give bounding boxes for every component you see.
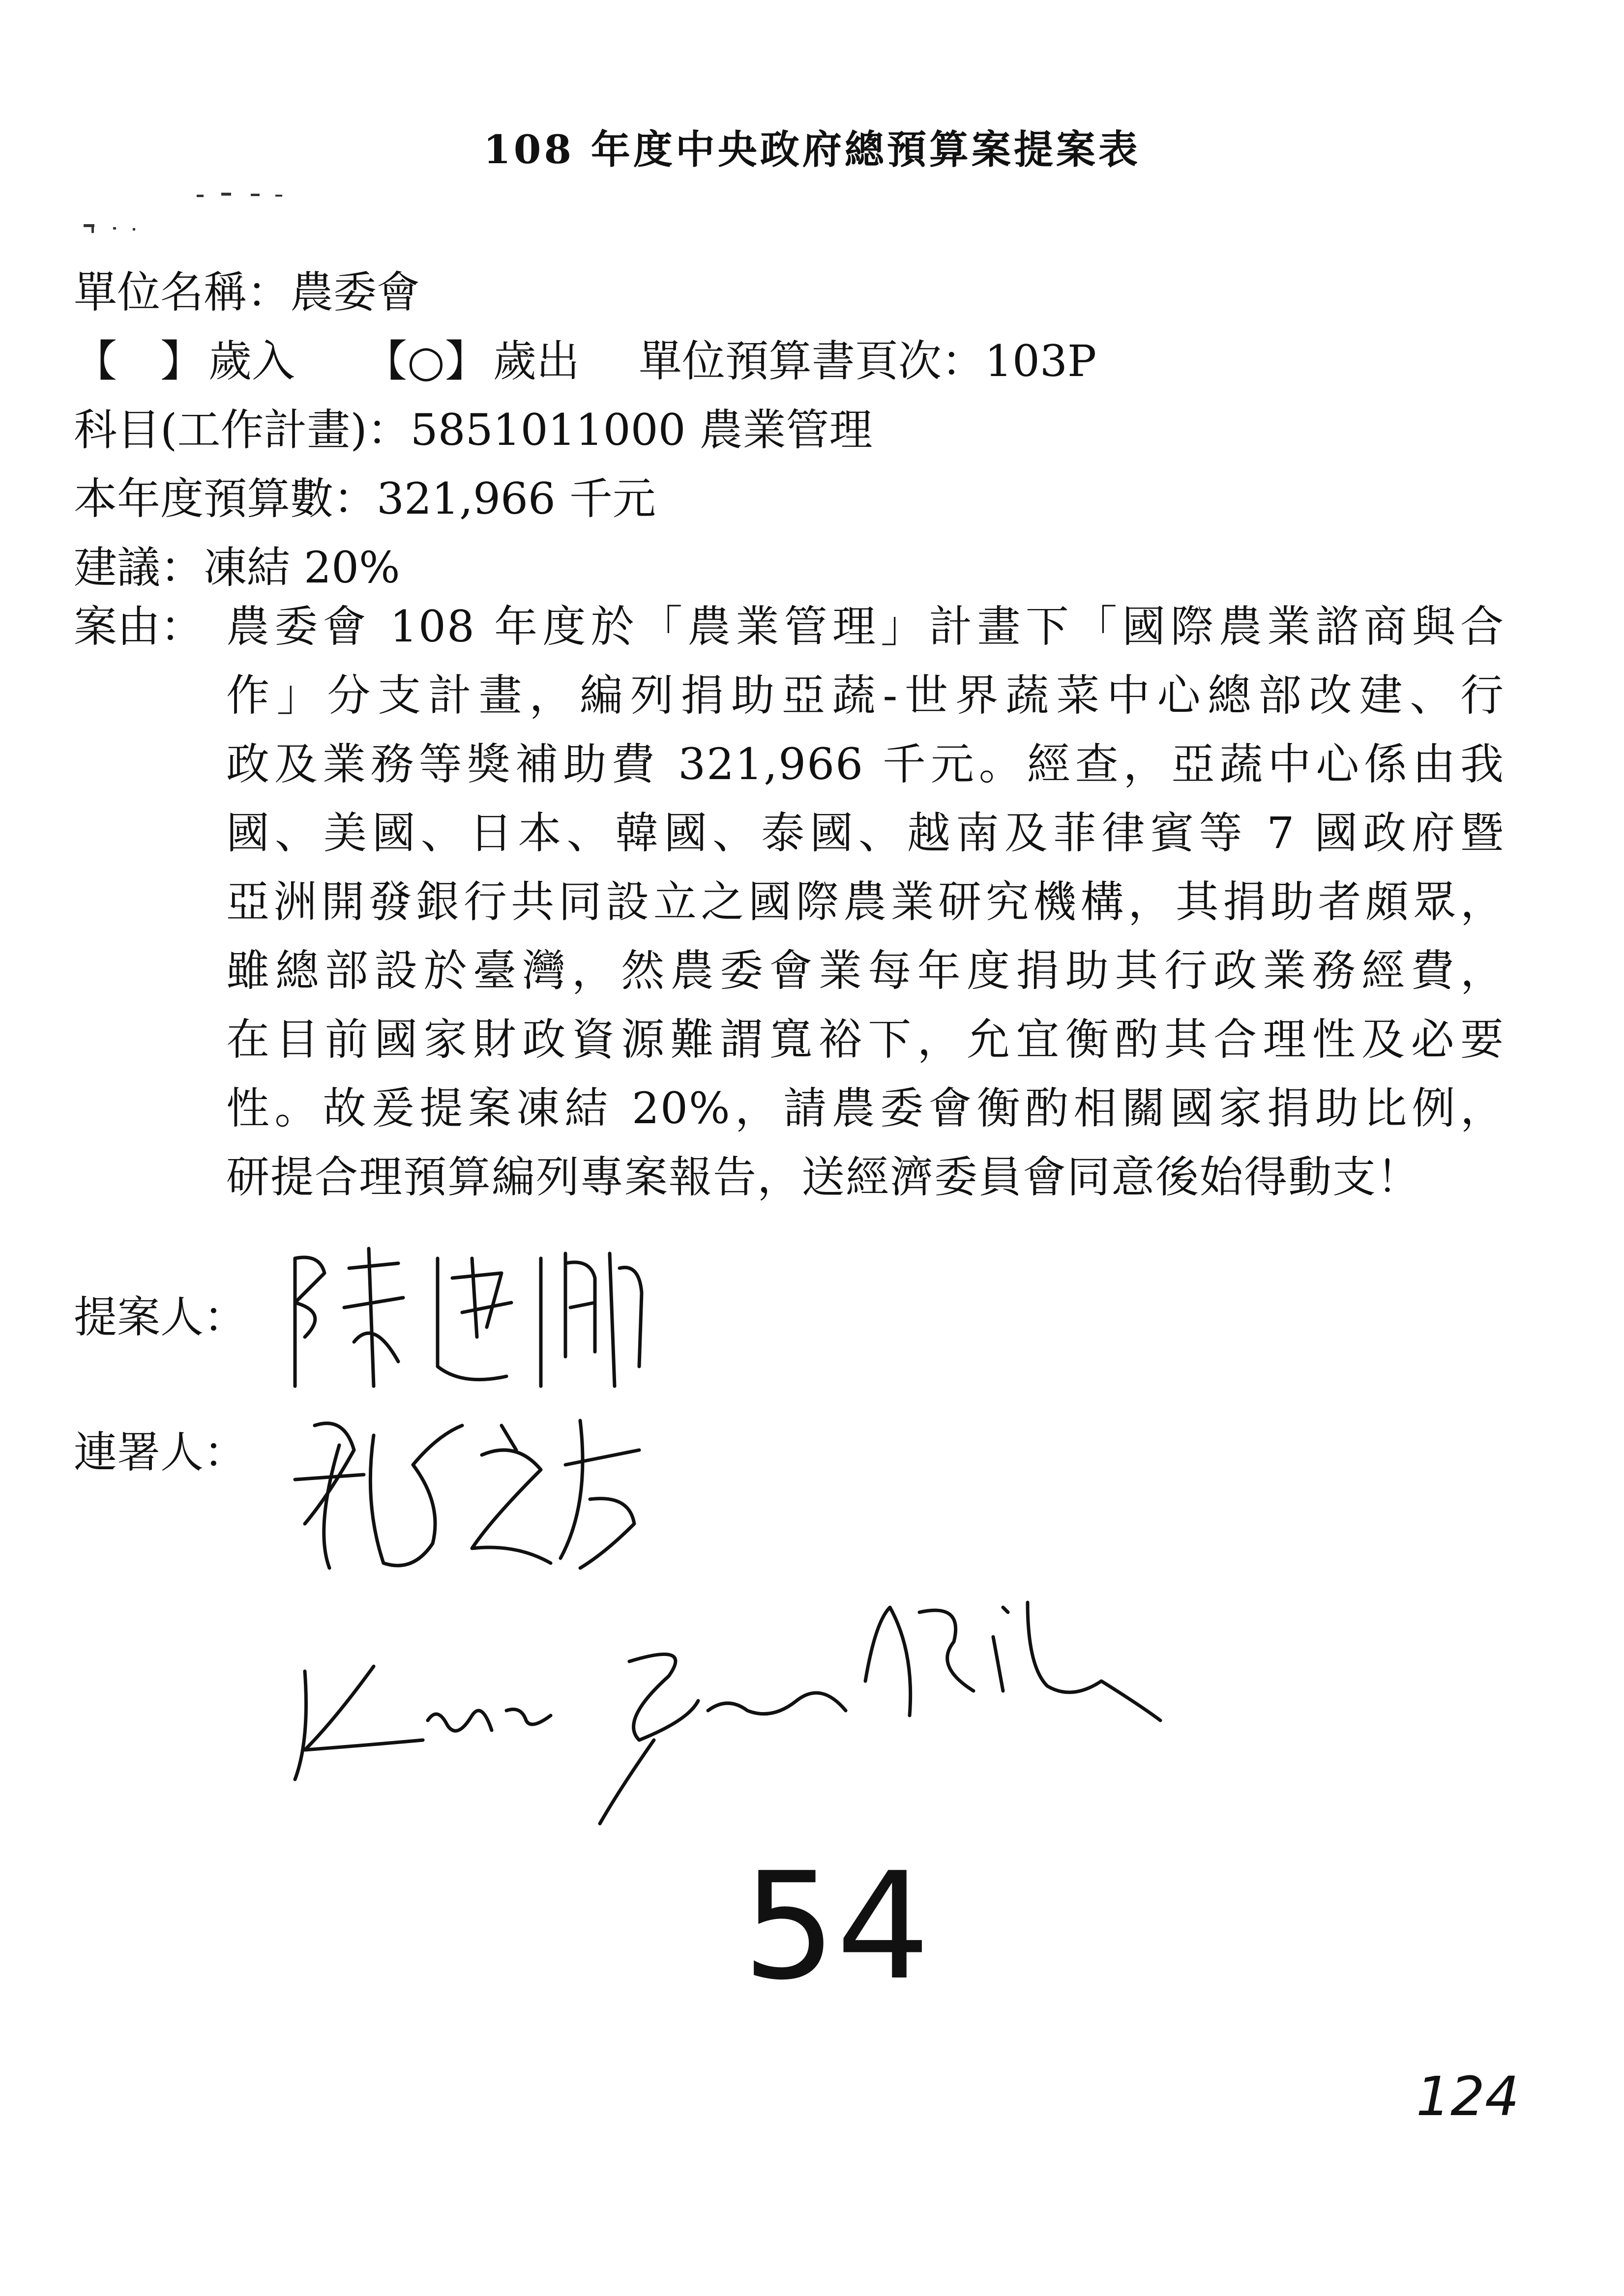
budget-value: 321,966 千元 — [377, 473, 656, 524]
handwritten-page-number: 54 — [742, 1841, 930, 2012]
income-checkbox: 【 】 — [74, 336, 204, 386]
proposer-label: 提案人： — [74, 1292, 247, 1342]
cosigner-signature-1 — [285, 1406, 659, 1593]
suggestion-label: 建議： — [74, 542, 204, 593]
cosigner-label: 連署人： — [74, 1427, 247, 1478]
budget-type-field — [74, 327, 1096, 396]
unit-value: 農委會 — [290, 267, 420, 318]
expense-checkbox: 【○】 — [364, 336, 488, 386]
page-ref-value: 103P — [984, 336, 1097, 386]
income-label: 歲入 — [208, 336, 295, 386]
budget-label: 本年度預算數： — [74, 473, 377, 524]
expense-label: 歲出 — [493, 336, 580, 386]
reason-line: 研提合理預算編列專案報告，送經濟委員會同意後始得動支！ — [226, 1152, 1421, 1202]
cosigner-signature-2 — [275, 1593, 1175, 1829]
handwritten-sheet-number: 124 — [1416, 2065, 1519, 2128]
form-title: 108 年度中央政府總預算案提案表 — [483, 126, 1141, 173]
reason-line: 作」分支計畫，編列捐助亞蔬-世界蔬菜中心總部改建、行 — [226, 670, 1505, 721]
proposer-signature — [275, 1239, 649, 1396]
reason-line: 在目前國家財政資源難謂寬裕下，允宜衡酌其合理性及必要 — [226, 1014, 1505, 1065]
reason-label: 案由： — [74, 601, 204, 652]
reason-body — [226, 592, 1505, 1212]
reason-line: 政及業務等獎補助費 321,966 千元。經查，亞蔬中心係由我 — [226, 739, 1505, 789]
subject-field — [74, 396, 873, 465]
suggestion-field — [74, 533, 400, 602]
unit-field — [74, 258, 420, 327]
suggestion-value: 凍結 20% — [204, 542, 400, 593]
reason-line: 農委會 108 年度於「農業管理」計畫下「國際農業諮商與合 — [226, 601, 1505, 652]
reason-line: 性。故爰提案凍結 20%，請農委會衡酌相關國家捐助比例， — [226, 1083, 1505, 1133]
reason-line: 雖總部設於臺灣，然農委會業每年度捐助其行政業務經費， — [226, 945, 1505, 996]
scan-specks — [74, 187, 329, 246]
unit-label: 單位名稱： — [74, 267, 291, 318]
reason-line: 亞洲開發銀行共同設立之國際農業研究機構，其捐助者頗眾， — [226, 876, 1505, 927]
budget-field — [74, 465, 656, 533]
page-ref-label: 單位預算書頁次： — [638, 336, 985, 386]
reason-line: 國、美國、日本、韓國、泰國、越南及菲律賓等 7 國政府暨 — [226, 808, 1505, 858]
subject-value: 5851011000 農業管理 — [410, 405, 873, 455]
subject-label: 科目(工作計畫)： — [74, 405, 411, 455]
